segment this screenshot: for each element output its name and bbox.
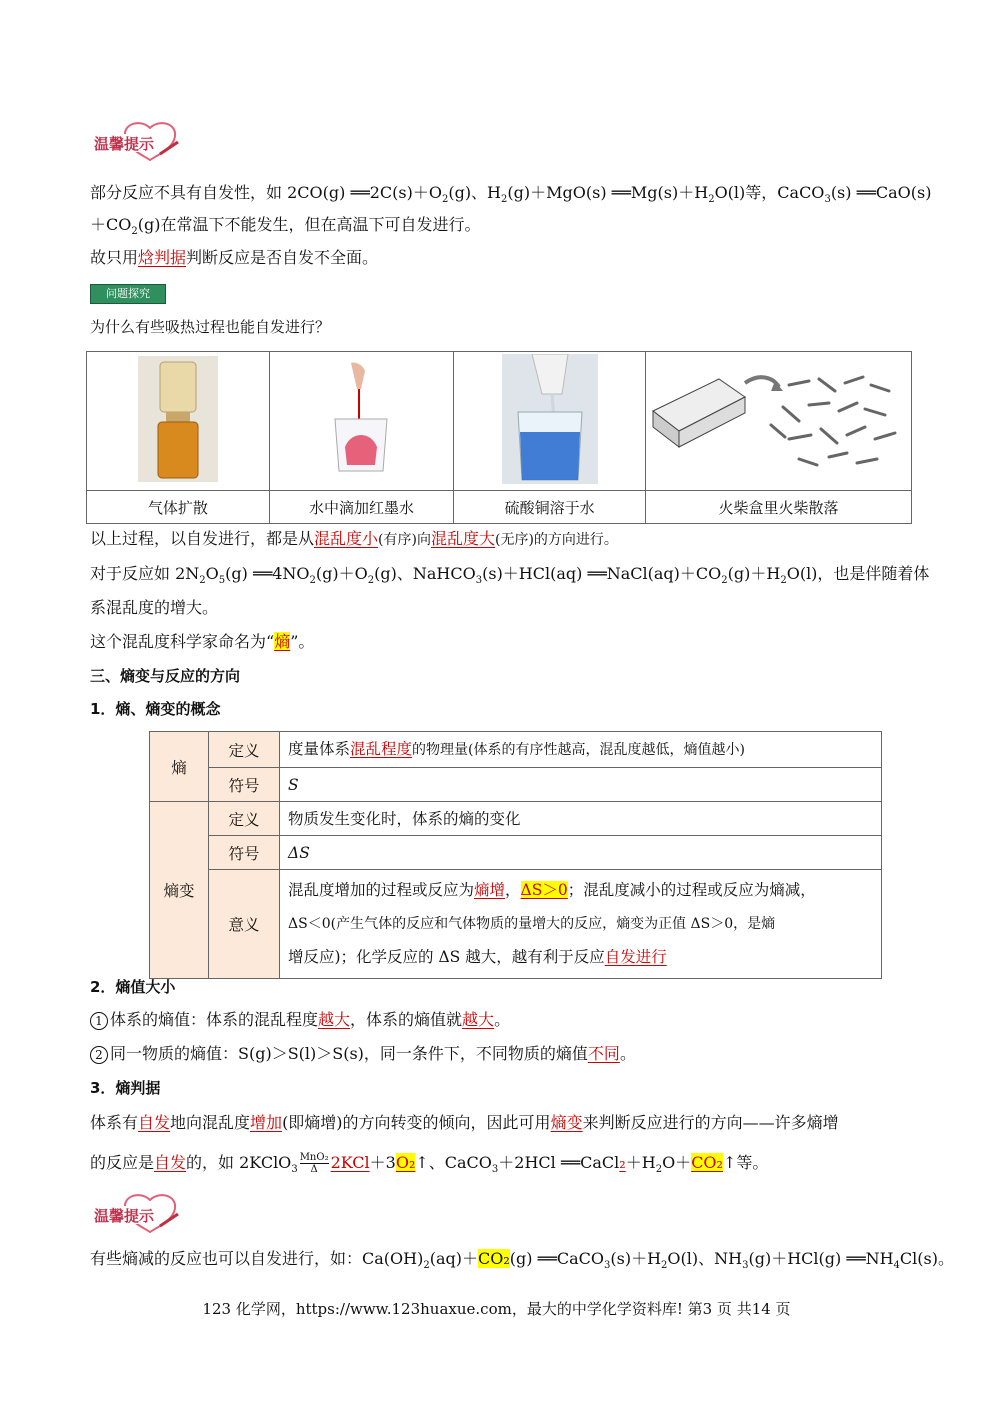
- sub3-line2: 的反应是自发的，如 2KClO$_3$ MnO₂ Δ 2KCl＋3O₂↑、CaCO$_3$＋2HCl $══CaCl_2+H_2O+CO_2↑$等。: [90, 1152, 769, 1176]
- caption-matches: 火柴盒里火柴散落: [646, 491, 912, 524]
- caption-copper-sulfate: 硫酸铜溶于水: [454, 491, 646, 524]
- tip2-line: 有些熵减的反应也可以自发进行，如：$Ca(OH)_2(aq)+CO_2(g)$ $══CaCO_3(s)+H_2O(l)$、$NH_3(g)+HCl(g)$ $══NH_4Cl(s)$。: [90, 1249, 954, 1272]
- matchbox-icon: [649, 355, 909, 483]
- process-image-table: [86, 351, 912, 524]
- sub3-line1: 体系有自发地向混乱度增加(即熵增)的方向转变的倾向，因此可用熵变来判断反应进行的方向——许多熵增: [90, 1113, 839, 1132]
- copper-sulfate-picture: [454, 352, 646, 491]
- gas-bottle-icon: [138, 356, 218, 482]
- para3: 这个混乱度科学家命名为“熵”。: [90, 632, 315, 651]
- matches-picture: [646, 352, 912, 491]
- enthalpy-criterion: 焓判据: [138, 248, 187, 267]
- warm-tip-label: 温馨提示: [94, 135, 155, 153]
- circled-number-1: 1: [90, 1012, 108, 1030]
- page-footer: 123 化学网，https://www.123huaxue.com，最大的中学化学资料库! 第3 页 共14 页: [202, 1300, 791, 1318]
- question-text: 为什么有些吸热过程也能自发进行？: [90, 318, 331, 336]
- blue-beaker-icon: [502, 354, 598, 484]
- sub2-item2: 2 同一物质的熵值：S(g)＞S(l)＞S(s)，同一条件下，不同物质的熵值不同。: [90, 1042, 636, 1066]
- entropy-change-definition: 物质发生变化时，体系的熵的变化: [280, 802, 882, 836]
- warm-tip-badge: [90, 120, 182, 162]
- entropy-label: 熵: [150, 732, 209, 802]
- entropy-definition: 度量体系混乱程度的物理量(体系的有序性越高，混乱度越低，熵值越小): [280, 732, 882, 768]
- tip1-line1: 部分反应不具有自发性，如 2CO(g) $══2C(s)+O_2(g)$、$H_2(g)+MgO(s)$ $══Mg(s)+H_2O(l)$等，CaCO$_3$(s) ══CaO(s): [90, 183, 932, 206]
- warm-tip-label-2: 温馨提示: [94, 1207, 155, 1225]
- ink-drop-picture: [269, 352, 454, 491]
- para2-line2: 系混乱度的增大。: [90, 598, 219, 617]
- circled-number-2: 2: [90, 1046, 108, 1064]
- entropy-concept-table: 熵 定义 度量体系混乱程度的物理量(体系的有序性越高，混乱度越低，熵值越小) 符号 S 熵变 定义 物质发生变化时，体系的熵的变化 符号 ΔS 意义 混乱度增加的过程或反应为熵增，ΔS＞0；混乱度减小的过程或反应为熵减， ΔS＜0(产生气体的反应和气体物质的量增大的反应，熵变为正值 ΔS＞0，是熵 增反应)；化学反应的 ΔS 越大，越有利于反应自发进行: [149, 731, 882, 979]
- ink-beaker-icon: [321, 359, 401, 479]
- sub3-title: 3．熵判据: [90, 1079, 161, 1097]
- tip1-line3: 故只用焓判据判断反应是否自发不全面。: [90, 248, 379, 267]
- sub1-title: 1．熵、熵变的概念: [90, 700, 221, 718]
- caption-ink-drop: 水中滴加红墨水: [269, 491, 454, 524]
- caption-gas-diffusion: 气体扩散: [87, 491, 270, 524]
- tip1-line2: $+CO_2(g)$在常温下不能发生，但在高温下可自发进行。: [90, 215, 481, 238]
- gas-diffusion-picture: [87, 352, 270, 491]
- sub2-item1: 1 体系的熵值：体系的混乱程度越大，体系的熵值就越大。: [90, 1008, 510, 1032]
- entropy-symbol: S: [280, 768, 882, 802]
- warm-tip-badge-2: [90, 1192, 182, 1234]
- reaction-condition: MnO₂ Δ: [299, 1152, 329, 1175]
- sub2-title: 2．熵值大小: [90, 978, 176, 996]
- explore-badge: 问题探究: [90, 284, 166, 304]
- para1: 以上过程，以自发进行，都是从混乱度小(有序)向混乱度大(无序)的方向进行。: [90, 529, 618, 548]
- entropy-change-label: 熵变: [150, 802, 209, 979]
- section3-title: 三、熵变与反应的方向: [90, 667, 241, 685]
- para2-line1: 对于反应如 $2N_2O_5(g)$ $══4NO_2(g)+O_2(g)$、NaHCO$_3$(s)＋HCl(aq) $══NaCl(aq)+CO_2(g)+H_2O(l)$，也是伴随着体: [90, 564, 930, 587]
- entropy-change-symbol: ΔS: [280, 836, 882, 870]
- entropy-change-meaning: 混乱度增加的过程或反应为熵增，ΔS＞0；混乱度减小的过程或反应为熵减， ΔS＜0(产生气体的反应和气体物质的量增大的反应，熵变为正值 ΔS＞0，是熵 增反应)；化学反应的 ΔS 越大，越有利于反应自发进行: [280, 870, 882, 979]
